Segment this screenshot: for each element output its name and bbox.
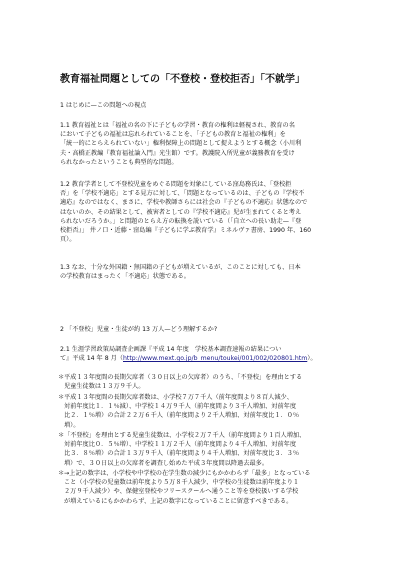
paragraph-line: 1.3 なお、十分な外国籍・無国籍の子どもが増えているが、このことに対しても、日本 [60, 264, 301, 271]
paragraph-1-1 [60, 121, 360, 167]
paragraph-1-2 [60, 180, 360, 244]
paragraph-line [60, 354, 360, 363]
paragraph-line: 「統一的にとらえられていない」権利保障上の問題として捉えようとする概念（小川利 [60, 140, 302, 148]
bullet-line: 対前年度比１．１％減）、中学校１４万９千人（前年度間より３千人増加、対前年度 [64, 403, 297, 411]
citation-prefix: て』平成 14 年 8 月（ [60, 355, 123, 363]
document-title: 教育福祉問題としての「不登校・登校拒否」「不就学」 [60, 74, 305, 85]
bullet-item [58, 373, 363, 391]
bullet-line: 対前年度比０．５％増）、中学校１１万２千人（前年度間より４千人増加、対前年度 [64, 441, 297, 449]
bullet-line: 増）。 [64, 421, 80, 429]
paragraph-line: 否」を「学校不適応」とする見方に対して、「問題となっているのは、子どもの『学校不 [60, 190, 305, 198]
bullet-item [58, 469, 363, 506]
source-url-link[interactable]: http://www.mext.go.jp/b_menu/toukei/001/002/020801.htm [123, 355, 308, 363]
paragraph-line: 頁）。 [60, 236, 76, 244]
bullet-item [58, 393, 363, 430]
paragraph-line: の学校教育はまったく「不適応」状態である。 [60, 273, 190, 281]
bullet-line: こと（小学校の児童数は前年度より５万８千人減少、中学校の生徒数は前年度より１ [64, 479, 300, 487]
paragraph-1-3 [60, 263, 360, 281]
bullet-line: が増えているにもかかわらず、上記の数字になっていることに留意すべきである。 [64, 497, 293, 505]
paragraph-line: 校拒否』」 井ノ口・近藤・窪島編『子どもに学ぶ教育学』ミネルヴァ書房、1990 年、160 [60, 227, 312, 235]
bullet-line: ２万９千人減少）や、保健室登校やフリースクールへ通うこと等を登校扱いする学校 [64, 488, 299, 496]
paragraph-line: はないのか、その結果として、被害者としての『学校不適応』児が生まれてくると考え [60, 208, 302, 216]
bullet-mark: ＊ [58, 374, 65, 381]
bullet-line: 平成１３年度間の長期欠席者数は、小学校７万７千人（前年度間より８百人減少、 [64, 394, 293, 401]
bullet-line: 増）で、３０日以上の欠席者を調査し始めた平成３年度間以降過去最多。 [64, 459, 269, 467]
paragraph-line: られなかったということも典型的な問題。 [60, 158, 178, 166]
bullet-line: 「不登校」を理由とする児童生徒数は、小学校２万７千人（前年度間より１百人増加、 [64, 432, 306, 439]
paragraph-2-1 [60, 345, 360, 363]
citation-suffix: ）。 [307, 355, 317, 363]
paragraph-line: 夫・高橋正教編『教育福祉論入門』光生館）です。教護院入所児童が義務教育を受け [60, 149, 295, 157]
section-1-heading: 1 はじめに—この問題への視点 [60, 102, 147, 109]
bullet-line: 比３．８％増）の合計１３万９千人（前年度間より４千人増加、対前年度比３．３％ [64, 450, 300, 458]
paragraph-line: において子どもの福祉は忘れられていることを、「子どもの教育と福祉の権利」を [60, 131, 286, 139]
bullet-line: 比２．１％増）の合計２２万６千人（前年度間より２千人増加、対前年度比１．０％ [64, 412, 300, 420]
paragraph-line: 1.1 教育福祉とは「福祉の名の下に子どもの学習・教育の権利は軽視され、教育の名 [60, 122, 295, 129]
bullet-mark: ＊ [58, 394, 65, 401]
bullet-line: →上記の数字は、小学校や中学校の在学生数の減少にもかかわらず「最多」となっている [64, 470, 311, 477]
paragraph-line: 1.2 教育学者として不登校児童をめぐる問題を対象にしている窪島務氏は、「登校拒 [60, 181, 292, 188]
bullet-line: 児童生徒数は１３万９千人。 [64, 383, 145, 391]
paragraph-line: られないだろうか。」と問題のとらえ方の転換を説いている（「自立への長い助走—『登 [60, 217, 302, 225]
bullet-mark: ＊ [58, 432, 65, 439]
bullet-line: 平成１３年度間の長期欠席者（３０日以上の欠席者）のうち、「不登校」を理由とする [64, 374, 303, 381]
section-2-heading: 2 「不登校」児童・生徒が約 13 万人—どう理解するか? [60, 326, 218, 333]
bullet-mark: ＊ [58, 470, 65, 477]
paragraph-line: 2.1 生涯学習政策局調査企画課『平成 14 年度 学校基本調査速報の結果につい [60, 346, 282, 353]
bullet-item [58, 431, 363, 468]
paragraph-line: 適応』なのではなく、まさに、学校や教師さらには社会の『子どもの不適応』状態なので [60, 199, 308, 207]
